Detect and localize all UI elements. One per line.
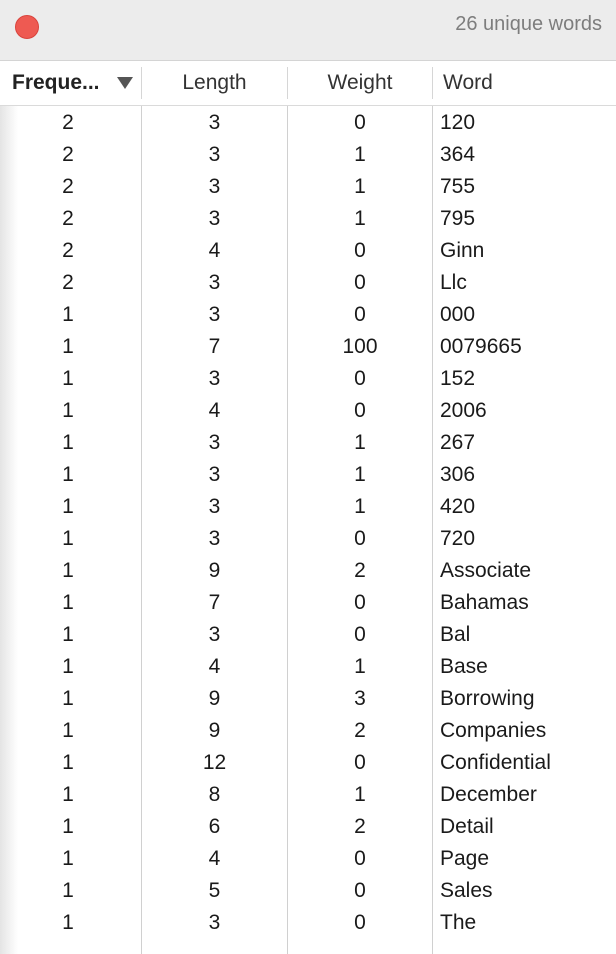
length-cell: 3 <box>208 143 221 166</box>
weight-cell: 0 <box>354 239 366 262</box>
frequency-cell: 2 <box>62 111 74 134</box>
word-cell: 795 <box>440 207 476 230</box>
frequency-cell: 1 <box>62 335 74 358</box>
table-row[interactable] <box>0 683 616 715</box>
word-cell: 120 <box>440 111 476 134</box>
weight-cell: 3 <box>354 687 366 710</box>
weight-cell: 0 <box>354 527 366 550</box>
word-cell: Ginn <box>440 239 485 262</box>
word-cell: 0079665 <box>440 335 522 358</box>
frequency-cell: 1 <box>62 623 74 646</box>
length-cell: 5 <box>208 879 221 902</box>
table-row[interactable] <box>0 555 616 587</box>
word-cell: 152 <box>440 367 476 390</box>
frequency-cell: 1 <box>62 431 74 454</box>
table-row[interactable] <box>0 363 616 395</box>
table-row[interactable] <box>0 203 616 235</box>
word-table-body <box>0 106 616 954</box>
length-cell: 3 <box>208 111 221 134</box>
table-row[interactable] <box>0 843 616 875</box>
weight-cell: 0 <box>354 591 366 614</box>
word-cell: Bal <box>440 623 471 646</box>
word-cell: The <box>440 911 477 934</box>
frequency-cell: 2 <box>62 143 74 166</box>
word-cell: 306 <box>440 463 476 486</box>
weight-cell: 1 <box>354 655 366 678</box>
frequency-cell: 1 <box>62 463 74 486</box>
table-row[interactable] <box>0 299 616 331</box>
frequency-cell: 2 <box>62 239 74 262</box>
word-cell: Llc <box>440 271 467 294</box>
length-cell: 3 <box>208 303 221 326</box>
length-cell: 3 <box>208 431 221 454</box>
column-header-frequency[interactable]: Freque... <box>12 71 100 94</box>
frequency-cell: 1 <box>62 751 74 774</box>
length-cell: 3 <box>208 623 221 646</box>
frequency-cell: 1 <box>62 815 74 838</box>
frequency-cell: 1 <box>62 399 74 422</box>
weight-cell: 0 <box>354 111 366 134</box>
word-cell: 2006 <box>440 399 487 422</box>
length-cell: 7 <box>208 591 221 614</box>
length-cell: 3 <box>208 463 221 486</box>
weight-cell: 100 <box>342 335 378 358</box>
unique-word-count: 26 unique words <box>455 13 602 35</box>
frequency-cell: 1 <box>62 591 74 614</box>
table-row[interactable] <box>0 747 616 779</box>
frequency-cell: 2 <box>62 207 74 230</box>
column-header-weight[interactable]: Weight <box>327 71 393 94</box>
weight-cell: 1 <box>354 207 366 230</box>
frequency-cell: 1 <box>62 687 74 710</box>
length-cell: 4 <box>208 239 221 262</box>
length-cell: 6 <box>208 815 221 838</box>
frequency-cell: 1 <box>62 655 74 678</box>
length-cell: 3 <box>208 911 221 934</box>
table-row[interactable] <box>0 427 616 459</box>
frequency-cell: 1 <box>62 911 74 934</box>
length-cell: 9 <box>208 719 221 742</box>
word-cell: Companies <box>440 719 547 742</box>
length-cell: 9 <box>208 687 221 710</box>
table-row[interactable] <box>0 235 616 267</box>
word-cell: 720 <box>440 527 476 550</box>
weight-cell: 0 <box>354 751 366 774</box>
weight-cell: 0 <box>354 911 366 934</box>
word-cell: 267 <box>440 431 476 454</box>
frequency-cell: 1 <box>62 303 74 326</box>
length-cell: 3 <box>208 207 221 230</box>
weight-cell: 1 <box>354 431 366 454</box>
word-cell: 420 <box>440 495 476 518</box>
weight-cell: 0 <box>354 271 366 294</box>
table-header <box>0 61 616 106</box>
weight-cell: 0 <box>354 879 366 902</box>
word-cell: December <box>440 783 537 806</box>
length-cell: 4 <box>208 655 221 678</box>
weight-cell: 1 <box>354 463 366 486</box>
column-header-word[interactable]: Word <box>443 71 493 94</box>
table-row[interactable] <box>0 267 616 299</box>
length-cell: 3 <box>208 495 221 518</box>
table-row[interactable] <box>0 491 616 523</box>
weight-cell: 0 <box>354 367 366 390</box>
weight-cell: 0 <box>354 847 366 870</box>
frequency-cell: 2 <box>62 175 74 198</box>
word-cell: Confidential <box>440 751 551 774</box>
length-cell: 9 <box>208 559 221 582</box>
word-cell: Page <box>440 847 490 870</box>
frequency-cell: 1 <box>62 879 74 902</box>
close-button[interactable] <box>15 15 39 39</box>
word-cell: Sales <box>440 879 493 902</box>
table-row[interactable] <box>0 523 616 555</box>
frequency-cell: 1 <box>62 719 74 742</box>
word-cell: Detail <box>440 815 494 838</box>
word-cell: Bahamas <box>440 591 529 614</box>
title-bar <box>0 0 616 61</box>
weight-cell: 0 <box>354 303 366 326</box>
frequency-cell: 1 <box>62 559 74 582</box>
table-row[interactable] <box>0 171 616 203</box>
frequency-cell: 1 <box>62 783 74 806</box>
length-cell: 12 <box>202 751 227 774</box>
sort-descending-icon <box>117 77 133 89</box>
table-row[interactable] <box>0 651 616 683</box>
column-divider[interactable] <box>432 67 433 99</box>
table-row[interactable] <box>0 811 616 843</box>
table-row[interactable] <box>0 459 616 491</box>
table-row[interactable] <box>0 107 616 139</box>
table-row[interactable] <box>0 139 616 171</box>
table-row[interactable] <box>0 619 616 651</box>
table-row[interactable] <box>0 715 616 747</box>
table-row[interactable] <box>0 907 616 939</box>
weight-cell: 1 <box>354 783 366 806</box>
length-cell: 4 <box>208 847 221 870</box>
table-row[interactable] <box>0 587 616 619</box>
weight-cell: 1 <box>354 495 366 518</box>
weight-cell: 2 <box>354 719 366 742</box>
word-cell: 755 <box>440 175 476 198</box>
word-cell: Associate <box>440 559 532 582</box>
table-row[interactable] <box>0 779 616 811</box>
frequency-cell: 1 <box>62 367 74 390</box>
table-row[interactable] <box>0 875 616 907</box>
length-cell: 8 <box>208 783 221 806</box>
weight-cell: 2 <box>354 559 366 582</box>
length-cell: 7 <box>208 335 221 358</box>
frequency-cell: 1 <box>62 527 74 550</box>
table-row[interactable] <box>0 331 616 363</box>
weight-cell: 0 <box>354 399 366 422</box>
frequency-cell: 1 <box>62 495 74 518</box>
word-cell: Base <box>440 655 488 678</box>
weight-cell: 1 <box>354 175 366 198</box>
word-cell: Borrowing <box>440 687 535 710</box>
table-row[interactable] <box>0 395 616 427</box>
word-cell: 364 <box>440 143 476 166</box>
length-cell: 3 <box>208 271 221 294</box>
weight-cell: 1 <box>354 143 366 166</box>
weight-cell: 2 <box>354 815 366 838</box>
frequency-cell: 1 <box>62 847 74 870</box>
column-header-length[interactable]: Length <box>182 71 247 94</box>
frequency-cell: 2 <box>62 271 74 294</box>
length-cell: 3 <box>208 175 221 198</box>
length-cell: 4 <box>208 399 221 422</box>
word-cell: 000 <box>440 303 476 326</box>
weight-cell: 0 <box>354 623 366 646</box>
length-cell: 3 <box>208 367 221 390</box>
length-cell: 3 <box>208 527 221 550</box>
